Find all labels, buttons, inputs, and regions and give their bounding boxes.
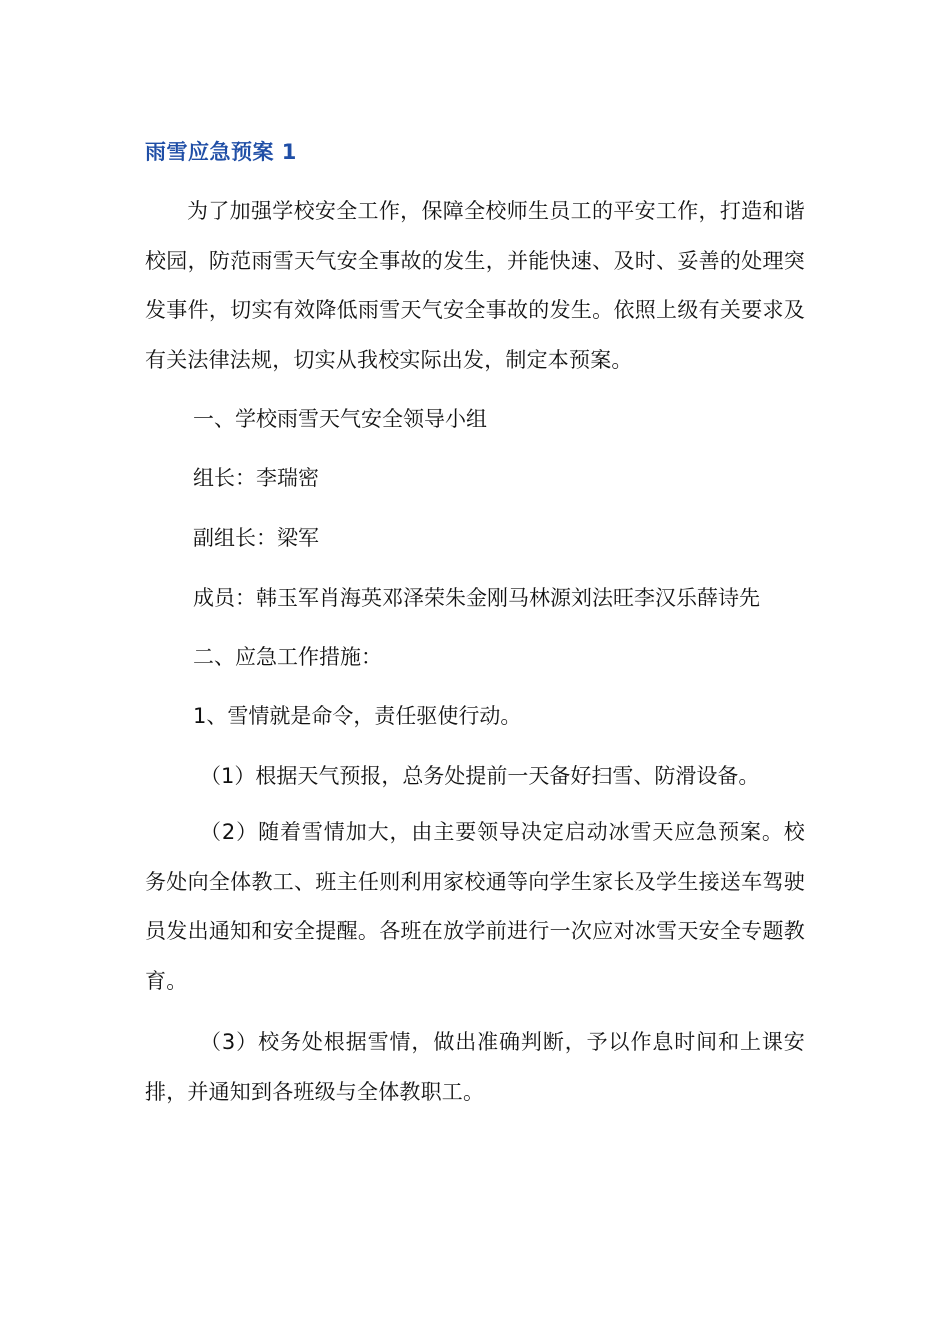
sub-item-3: （3）校务处根据雪情，做出准确判断，予以作息时间和上课安排，并通知到各班级与全体教职工。 bbox=[145, 1030, 805, 1104]
section-2-heading: 二、应急工作措施： bbox=[193, 645, 382, 669]
section-1-heading: 一、学校雨雪天气安全领导小组 bbox=[193, 407, 487, 431]
intro-paragraph: 为了加强学校安全工作，保障全校师生员工的平安工作，打造和谐校园，防范雨雪天气安全事故的发生，并能快速、及时、妥善的处理突发事件，切实有效降低雨雪天气安全事故的发生。依照上级有关要求及有关法律法规，切实从我校实际出发，制定本预案。 bbox=[145, 199, 805, 372]
members-line: 成员：韩玉军肖海英邓泽荣朱金刚马林源刘法旺李汉乐薛诗先 bbox=[193, 586, 760, 610]
deputy-leader-line: 副组长：梁军 bbox=[193, 526, 319, 550]
item-1: 1、雪情就是命令，责任驱使行动。 bbox=[193, 704, 522, 728]
sub-item-1: （1）根据天气预报，总务处提前一天备好扫雪、防滑设备。 bbox=[200, 764, 760, 788]
document-title: 雨雪应急预案 1 bbox=[145, 140, 297, 164]
sub-item-2: （2）随着雪情加大，由主要领导决定启动冰雪天应急预案。校务处向全体教工、班主任则利用家校通等向学生家长及学生接送车驾驶员发出通知和安全提醒。各班在放学前进行一次应对冰雪天安全专题教育。 bbox=[145, 820, 805, 993]
leader-line: 组长：李瑞密 bbox=[193, 466, 319, 490]
